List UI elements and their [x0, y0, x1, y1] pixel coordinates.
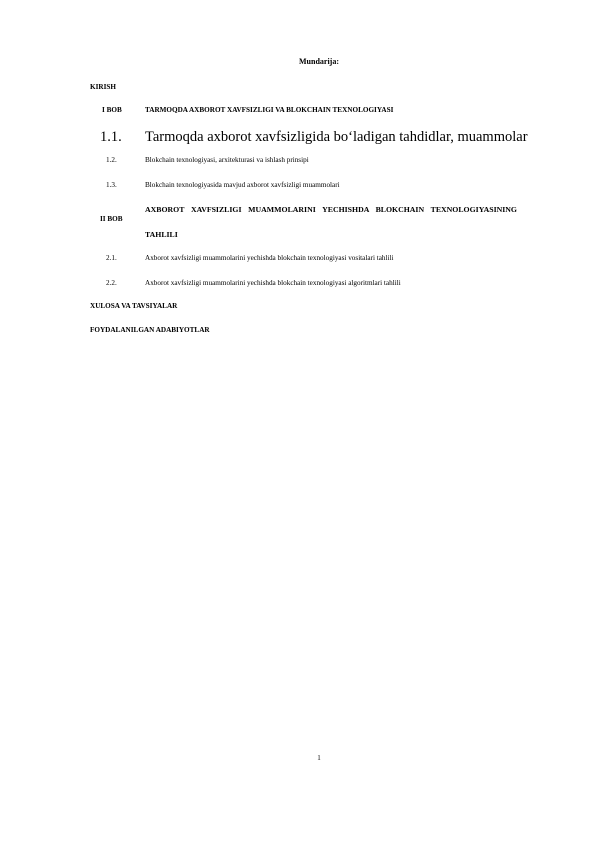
section-number: 1.3.: [106, 181, 117, 189]
chapter2-title-line1[interactable]: AXBOROT XAVFSIZLIGI MUAMMOLARINI YECHISHDA BLOKCHAIN TEXNOLOGIYASINING: [145, 205, 517, 214]
section-1-1-title[interactable]: Tarmoqda axborot xavfsizligida bo‘ladigan tahdidlar, muammolar: [145, 129, 528, 145]
section-2-1-title[interactable]: Axborot xavfsizligi muammolarini yechishda blokchain texnologiyasi vositalari tahlili: [145, 254, 394, 262]
page-number: 1: [317, 754, 321, 762]
chapter2-title-line2[interactable]: TAHLILI: [145, 230, 178, 239]
section-1-3-title[interactable]: Blokchain texnologiyasida mavjud axborot xavfsizligi muammolari: [145, 181, 340, 189]
chapter2-label: II BOB: [100, 215, 123, 223]
chapter1-title[interactable]: TARMOQDA AXBOROT XAVFSIZLIGI VA BLOKCHAIN TEXNOLOGIYASI: [145, 106, 394, 114]
toc-references[interactable]: FOYDALANILGAN ADABIYOTLAR: [90, 326, 210, 334]
section-number: 2.1.: [106, 254, 117, 262]
section-2-2-title[interactable]: Axborot xavfsizligi muammolarini yechishda blokchain texnologiyasi algoritmlari tahlili: [145, 279, 401, 287]
section-number: 2.2.: [106, 279, 117, 287]
section-number: 1.2.: [106, 156, 117, 164]
toc-intro[interactable]: KIRISH: [90, 83, 116, 91]
section-1-2-title[interactable]: Blokchain texnologiyasi, arxitekturasi va ishlash prinsipi: [145, 156, 309, 164]
chapter1-label: I BOB: [102, 106, 122, 114]
section-number: 1.1.: [100, 129, 122, 145]
toc-conclusion[interactable]: XULOSA VA TAVSIYALAR: [90, 302, 178, 310]
page-title: Mundarija:: [299, 57, 339, 66]
